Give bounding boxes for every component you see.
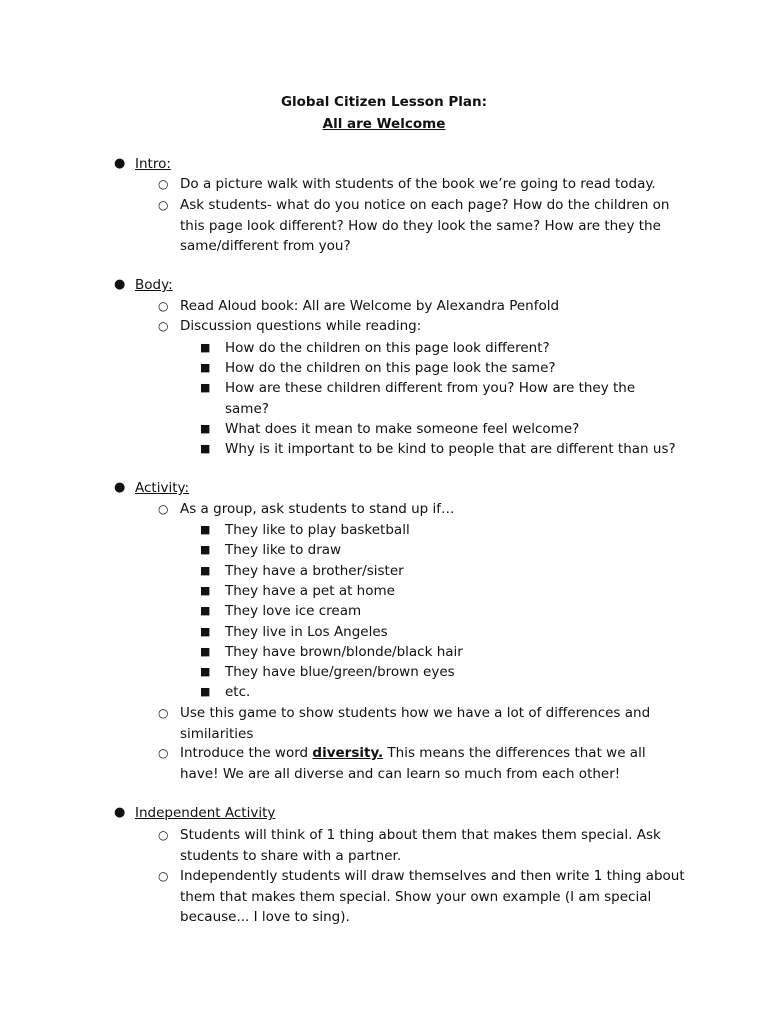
- square-bullet-icon: ■: [200, 625, 211, 638]
- document-subtitle: All are Welcome: [322, 116, 446, 132]
- sub-list-item: [200, 561, 680, 582]
- sub-list-item: [200, 419, 680, 440]
- document-title: Global Citizen Lesson Plan:: [280, 94, 488, 110]
- list-item: [158, 174, 698, 195]
- list-item: [158, 825, 668, 866]
- sub-list-item-text: etc.: [225, 684, 251, 700]
- section-heading-intro: Intro: [135, 156, 167, 172]
- sub-list-item-text: What does it mean to make someone feel welcome?: [225, 421, 580, 437]
- heading-colon: :: [184, 480, 190, 496]
- section-heading-activity: Activity: [135, 480, 185, 496]
- circle-bullet-icon: ○: [158, 869, 169, 883]
- section-heading-body: Body: [135, 277, 169, 293]
- square-bullet-icon: ■: [200, 584, 211, 597]
- sub-list-item: [200, 682, 680, 703]
- bullet-icon: ●: [114, 156, 126, 171]
- circle-bullet-icon: ○: [158, 177, 169, 191]
- list-item-text: Ask students- what do you notice on each page? How do the children on this page look different? How do they look the same? How are they the same/different from you?: [180, 197, 670, 254]
- list-item-text: Read Aloud book: All are Welcome by Alexandra Penfold: [180, 298, 560, 314]
- bullet-icon: ●: [114, 277, 126, 292]
- sub-list-item-text: They have brown/blonde/black hair: [225, 644, 463, 660]
- list-item: [158, 316, 698, 337]
- sub-list-item: [200, 338, 680, 359]
- circle-bullet-icon: ○: [158, 198, 169, 212]
- list-item: [158, 296, 698, 317]
- list-item-text: Introduce the word diversity. This means the differences that we all have! We are all diverse and can learn so much from each other!: [180, 745, 646, 782]
- circle-bullet-icon: ○: [158, 502, 169, 516]
- heading-colon: :: [166, 156, 171, 172]
- diversity-term: diversity.: [312, 745, 384, 761]
- list-item-text: As a group, ask students to stand up if…: [180, 501, 455, 517]
- square-bullet-icon: ■: [200, 543, 211, 556]
- circle-bullet-icon: ○: [158, 746, 169, 760]
- sub-list-item-text: How do the children on this page look different?: [225, 340, 550, 356]
- square-bullet-icon: ■: [200, 604, 211, 617]
- list-item: [158, 866, 688, 928]
- square-bullet-icon: ■: [200, 523, 211, 536]
- sub-list-item-text: They have a brother/sister: [225, 563, 404, 579]
- list-item-text: Independently students will draw themselves and then write 1 thing about them that makes them special. Show your own example (I am special because... I love to sing).: [180, 868, 685, 925]
- list-item: [158, 499, 698, 520]
- sub-list-item: [200, 581, 680, 602]
- sub-list-item: [200, 662, 680, 683]
- list-item-text: Discussion questions while reading:: [180, 318, 422, 334]
- square-bullet-icon: ■: [200, 381, 211, 394]
- sub-list-item: [200, 601, 680, 622]
- sub-list-item-text: They love ice cream: [225, 603, 362, 619]
- list-item-text: Use this game to show students how we have a lot of differences and similarities: [180, 705, 651, 742]
- square-bullet-icon: ■: [200, 341, 211, 354]
- sub-list-item-text: They have blue/green/brown eyes: [225, 664, 455, 680]
- bullet-icon: ●: [114, 480, 126, 495]
- sub-list-item-text: Why is it important to be kind to people that are different than us?: [225, 441, 676, 457]
- bullet-icon: ●: [114, 805, 126, 820]
- sub-list-item-text: They have a pet at home: [225, 583, 395, 599]
- sub-list-item-text: How are these children different from you? How are they the same?: [225, 380, 636, 417]
- square-bullet-icon: ■: [200, 685, 211, 698]
- square-bullet-icon: ■: [200, 564, 211, 577]
- square-bullet-icon: ■: [200, 422, 211, 435]
- square-bullet-icon: ■: [200, 645, 211, 658]
- square-bullet-icon: ■: [200, 442, 211, 455]
- section-heading-independent-activity: Independent Activity: [135, 805, 276, 821]
- circle-bullet-icon: ○: [158, 828, 169, 842]
- sub-list-item: [200, 439, 700, 460]
- heading-colon: :: [168, 277, 173, 293]
- sub-list-item-text: They live in Los Angeles: [225, 624, 388, 640]
- list-item: [158, 703, 698, 744]
- sub-list-item: [200, 642, 680, 663]
- square-bullet-icon: ■: [200, 665, 211, 678]
- list-item: [158, 195, 698, 257]
- sub-list-item: [200, 540, 680, 561]
- circle-bullet-icon: ○: [158, 299, 169, 313]
- sub-list-item-text: They like to play basketball: [225, 522, 410, 538]
- list-item-text: Do a picture walk with students of the book we’re going to read today.: [180, 176, 656, 192]
- list-item-text: Students will think of 1 thing about them that makes them special. Ask students to share with a partner.: [180, 827, 661, 864]
- sub-list-item: [200, 520, 680, 541]
- sub-list-item: [200, 622, 680, 643]
- sub-list-item-text: They like to draw: [225, 542, 342, 558]
- circle-bullet-icon: ○: [158, 319, 169, 333]
- circle-bullet-icon: ○: [158, 706, 169, 720]
- sub-list-item: [200, 378, 640, 419]
- sub-list-item-text: How do the children on this page look the same?: [225, 360, 556, 376]
- square-bullet-icon: ■: [200, 361, 211, 374]
- list-item: [158, 743, 668, 784]
- sub-list-item: [200, 358, 680, 379]
